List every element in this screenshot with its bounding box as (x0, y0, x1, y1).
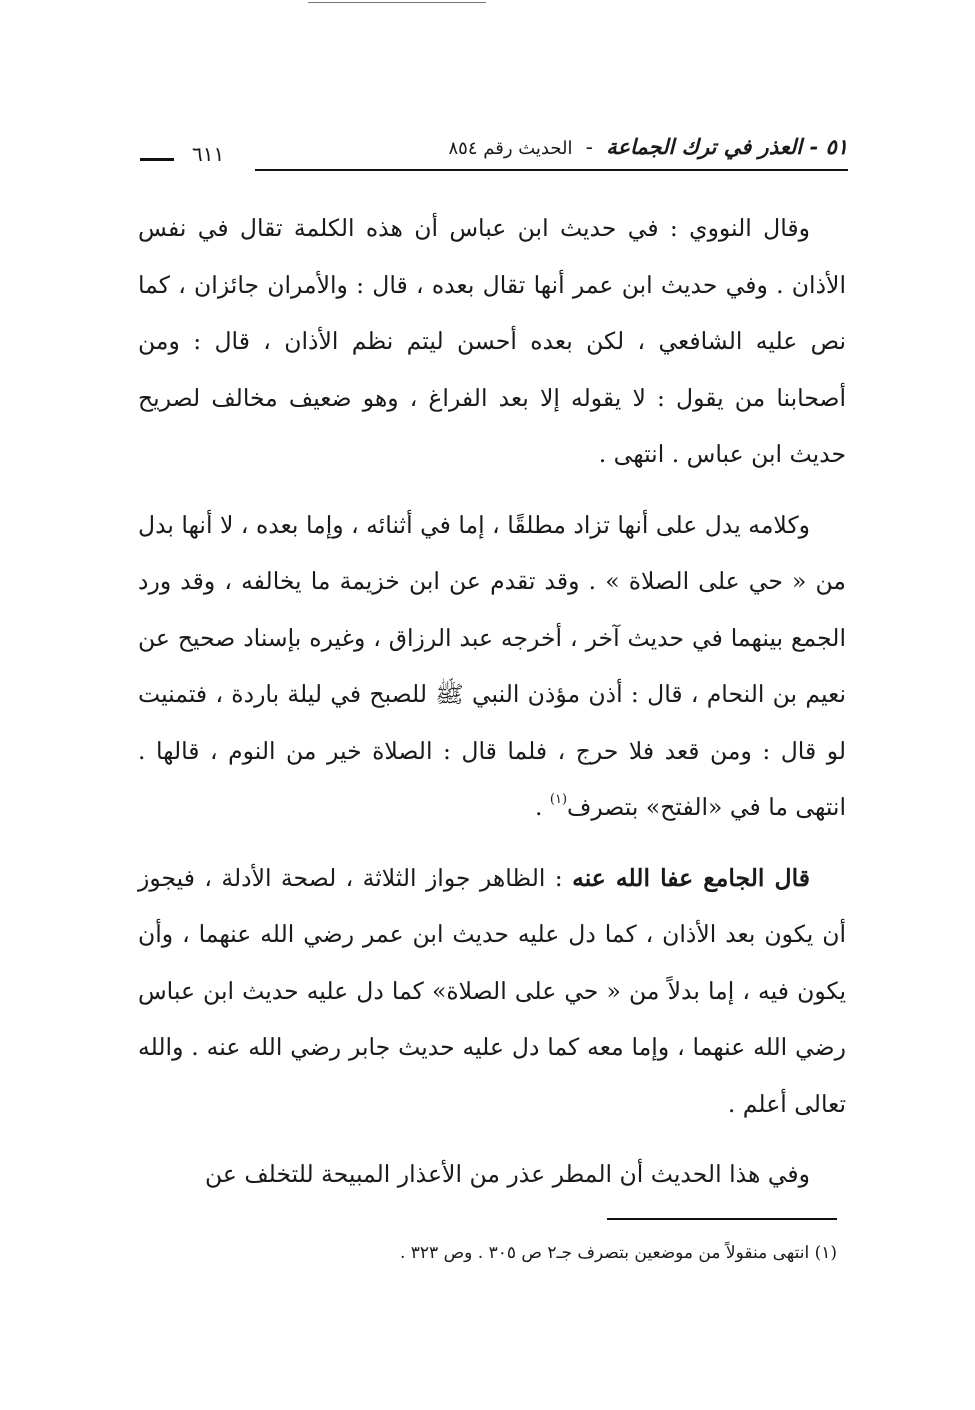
header-rule (255, 169, 848, 171)
chapter-title: العذر في ترك الجماعة (606, 134, 803, 159)
top-edge-rule (308, 2, 486, 3)
paragraph-jami (138, 850, 846, 1133)
paragraph-nawawi: وقال النووي : في حديث ابن عباس أن هذه الكلمة تقال في نفس الأذان . وفي حديث ابن عمر أنها تقال بعده ، قال : والأمران جائزان ، كما نص عليه الشافعي ، لكن بعده أحسن ليتم نظم الأذان ، قال : ومن أصحابنا من يقول : لا يقوله إلا بعد الفراغ ، وهو ضعيف مخالف لصريح حديث ابن عباس . انتهى . (138, 214, 846, 468)
paragraph-jami-text: : الظاهر جواز الثلاثة ، لصحة الأدلة ، فيجوز أن يكون بعد الأذان ، كما دل عليه حديث ابن عمر رضي الله عنهما ، وأن يكون فيه ، إما بدلاً من « حي على الصلاة» كما دل عليه حديث ابن عباس رضي الله عنهما ، وإما معه كما دل عليه حديث جابر رضي الله عنه . والله تعالى أعلم . (138, 863, 846, 1118)
paragraph-kalamuhu-end: . (534, 793, 550, 821)
running-header (140, 128, 848, 172)
chapter-number: ٥١ - (809, 134, 848, 159)
page-number: ٦١١ (192, 142, 225, 166)
page-number-dash (140, 158, 174, 161)
paragraph-jami-lead: قال الجامع عفا الله عنه (572, 863, 810, 892)
paragraph-kalamuhu (138, 497, 846, 836)
hadith-reference: الحديث رقم ٨٥٤ (448, 138, 573, 159)
header-separator: - (585, 135, 593, 159)
footnote: (١) انتهى منقولاً من موضعين بتصرف جـ٢ ص ٣٠٥ . وص ٣٢٣ . (399, 1243, 837, 1263)
paragraph-matar: وفي هذا الحديث أن المطر عذر من الأعذار المبيحة للتخلف عن (204, 1160, 810, 1188)
running-header-title (449, 134, 849, 159)
footnote-rule (607, 1218, 837, 1220)
footnote-mark[interactable]: (١) (549, 792, 568, 807)
main-text (138, 200, 846, 1217)
paragraph-kalamuhu-text: وكلامه يدل على أنها تزاد مطلقًا ، إما في أثنائه ، وإما بعده ، لا أنها بدل من « حي على الصلاة » . وقد تقدم عن ابن خزيمة ما يخالفه ، وقد ورد الجمع بينهما في حديث آخر ، أخرجه عبد الرزاق ، وغيره بإسناد صحيح عن نعيم بن النحام ، قال : أذن مؤذن النبي ﷺ للصبح في ليلة باردة ، فتمنيت لو قال : ومن قعد فلا حرج ، فلما قال : الصلاة خير من النوم ، قالها . انتهى ما في «الفتح» بتصرف (138, 510, 846, 821)
